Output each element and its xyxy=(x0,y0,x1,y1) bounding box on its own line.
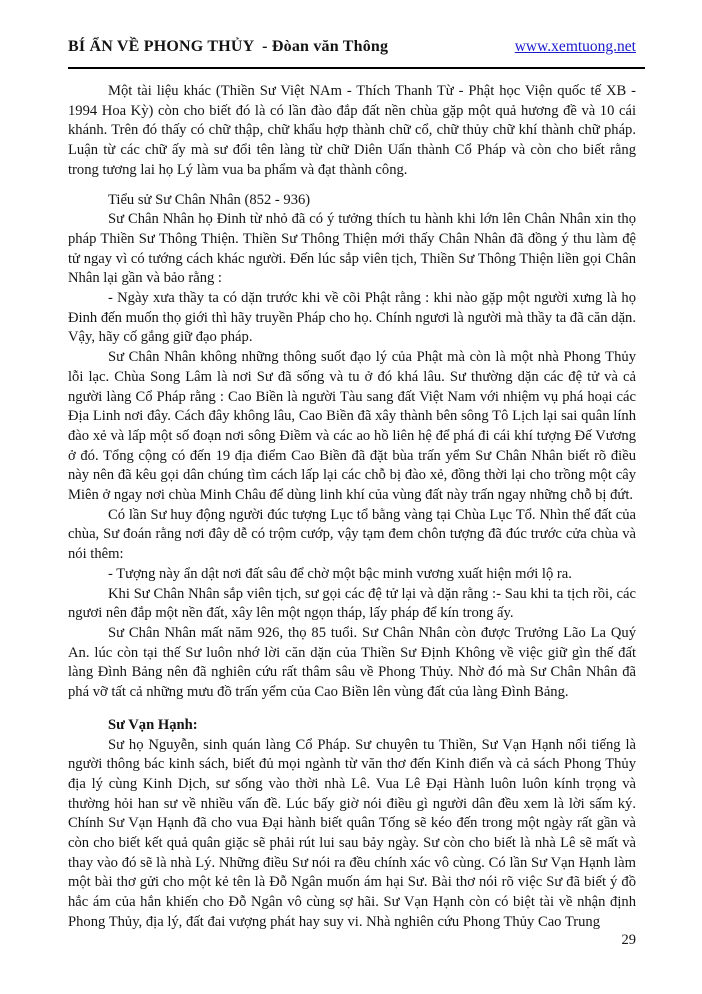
section-heading-tieu-su-su-chan-nhan: Tiểu sử Sư Chân Nhân (852 - 936) xyxy=(108,191,311,208)
page-header xyxy=(68,38,645,69)
paragraph-phong-thuy-cao-bien: Sư Chân Nhân không những thông suốt đạo lý của Phật mà còn là một nhà Phong Thủy lỗi lạc. Chùa Song Lâm là nơi Sư đã sống và tu ở đó khá lâu. Sư thường dặn các đệ tử và cả người làng Cổ Pháp rằng : Cao Biền là người Tàu sang đất Việt Nam với nhiệm vụ phá hoại các Địa Linh nơi đây. Cách đây không lâu, Cao Biền đã xây thành bên sông Tô Lịch lại sai quân lính đào xẻ và lấp một số đoạn nơi sông Điềm và các ao hồ liên hệ để phá đi cái khí tượng Đế Vương ở đó. Tổng cộng có đến 19 địa điểm Cao Biền đã đặt bùa trấn yểm Sư Chân Nhân biết rõ điều này nên đã kêu gọi dân chúng tìm cách lấp lại các chỗ bị đào xẻ, đồng thời lại cho trồng một cây Miên ở ngay nơi chùa Minh Châu để dùng linh khí của vùng đất này trấn ngay những chỗ bị đứt. xyxy=(68,349,636,504)
paragraph-golden-statue: Có lần Sư huy động người đúc tượng Lục tổ bằng vàng tại Chùa Lục Tổ. Nhìn thế đất của chùa, Sư đoán rằng nơi đây dễ có trộm cướp, vậy tạm đem chôn tượng đã đúc trước cửa chùa và nói thêm: xyxy=(68,506,636,563)
paragraph-chan-nhan-death: Sư Chân Nhân mất năm 926, thọ 85 tuổi. Sư Chân Nhân còn được Trưởng Lão La Quý An. lúc còn tại thế Sư luôn nhớ lời căn dặn của Thiền Sư Định Không về việc giữ gìn thế đất làng Đình Bảng nên đã nghiên cứu rất thâm sâu về Phong Thủy. Nhờ đó mà Sư Chân Nhân đã phá vỡ tất cả những mưu đồ trấn yểm của Cao Biền lên vùng đất của làng Đình Bảng. xyxy=(68,624,636,701)
page-body xyxy=(68,82,636,933)
page-footer xyxy=(622,932,637,949)
paragraph-statue-quote: - Tượng này ẩn dật nơi đất sâu để chờ một bậc minh vương xuất hiện mới lộ ra. xyxy=(108,565,572,582)
paragraph-chan-nhan-biography: Sư Chân Nhân họ Đinh từ nhỏ đã có ý tưởng thích tu hành khi lớn lên Chân Nhân xin thọ pháp Thiền Sư Thông Thiện. Thiền Sư Thông Thiện mới thấy Chân Nhân đã đồng ý thu làm đệ tử ngay vì có tướng cách khác người. Đến lúc sắp viên tịch, Thiền Sư Thông Thiện liền gọi Chân Nhân lại gần và bảo rằng : xyxy=(68,211,636,287)
paragraph-master-quote: - Ngày xưa thầy ta có dặn trước khi về cõi Phật rằng : khi nào gặp một người xưng là họ Đinh đến muốn thọ giới thì hãy truyền Pháp cho họ. Chính ngươi là người mà thầy ta đã căn dặn. Vậy, hãy cố gắng giữ đạo pháp. xyxy=(68,290,636,346)
page-number: 29 xyxy=(621,932,636,948)
book-title: BÍ ẨN VỀ PHONG THỦY - Đòan văn Thông xyxy=(68,38,389,55)
paragraph-van-hanh-biography: Sư họ Nguyễn, sinh quán làng Cổ Pháp. Sư chuyên tu Thiền, Sư Vạn Hạnh nổi tiếng là người thông bác kinh sách, biết đủ mọi ngành từ văn thơ đến Kinh điển và cả sách Phong Thủy địa lý cùng Kinh Dịch, sư sống vào thời nhà Lê. Vua Lê Đại Hành luôn luôn kính trọng và thường hỏi han sư về nhiều vấn đề. Lúc bấy giờ nói điều gì người dân đều xem là lời sấm ký. Chính Sư Vạn Hạnh đã cho vua Đại hành biết quân Tống sẽ kéo đến trong một ngày rất gần và còn cho biết kết quả quân giặc sẽ phải rút lui sau bảy ngày. Sư còn cho biết là nhà Lê sẽ mất và thay vào đó sẽ là nhà Lý. Những điều Sư nói ra đều chính xác vô cùng. Có lần Sư Vạn Hạnh làm một bài thơ gửi cho một kẻ tên là Đỗ Ngân muốn ám hại Sư. Bài thơ nói rõ việc Sư đã biết ý đồ hắc ám của hắn khiến cho Đỗ Ngân vô cùng sợ hãi. Sư Vạn Hạnh còn có biệt tài về nhận định Phong Thủy, địa lý, đất đai vượng phát hay suy vi. Nhà nghiên cứu Phong Thủy Cao Trung xyxy=(68,736,636,930)
paragraph-intro: Một tài liệu khác (Thiền Sư Việt NAm - Thích Thanh Từ - Phật học Viện quốc tế XB - 1994 Hoa Kỳ) còn cho biết đó là có lần đào đắp đất nền chùa gặp một quả hương đề và 10 cái khánh. Trên đó thấy có chữ thập, chữ khẩu hợp thành chữ cổ, chữ thủy chữ khí thành chữ pháp. Luận từ các chữ ấy mà sư đổi tên làng từ chữ Diên Uẩn thành Cổ Pháp và còn cho biết rằng trong tương lai họ Lý làm vua ba phẩm và đạt thành công. xyxy=(68,83,636,178)
website-link[interactable]: www.xemtuong.net xyxy=(514,38,636,55)
section-heading-su-van-hanh: Sư Vạn Hạnh: xyxy=(108,716,198,733)
paragraph-final-instruction: Khi Sư Chân Nhân sắp viên tịch, sư gọi các đệ tử lại và dặn rằng :- Sau khi ta tịch rồi, các ngươi nên đắp một nền đất, xây lên một ngọn tháp, lấy pháp để kín trong ấy. xyxy=(68,585,636,622)
